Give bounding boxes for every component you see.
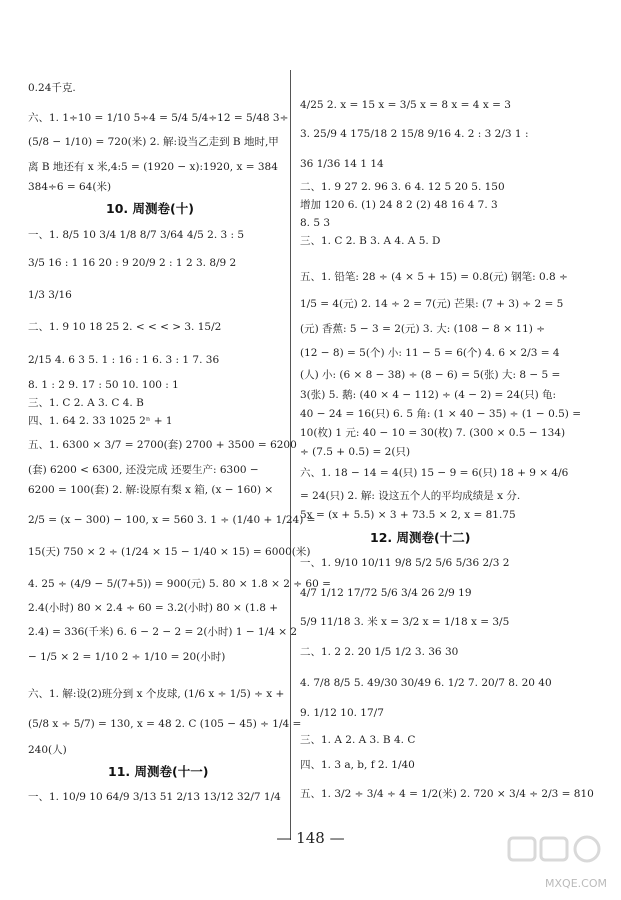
text-line: 五、1. 铅笔: 28 ÷ (4 × 5 + 15) = 0.8(元) 钢笔: 0.8 ÷	[300, 271, 568, 283]
text-line: (元) 香蕉: 5 − 3 = 2(元) 3. 大: (108 − 8 × 11) ÷	[300, 323, 546, 335]
text-line: 2/5 = (x − 300) − 100, x = 560 3. 1 ÷ (1/40 + 1/24) =	[28, 514, 316, 526]
text-line: 二、1. 9 27 2. 96 3. 6 4. 12 5 20 5. 150	[300, 181, 505, 193]
text-line: 4/25 2. x = 15 x = 3/5 x = 8 x = 4 x = 3	[300, 99, 511, 111]
text-line: 6200 = 100(套) 2. 解:设原有梨 x 箱, (x − 160) ×	[28, 484, 274, 496]
text-line: (5/8 − 1/10) = 720(米) 2. 解:设当乙走到 B 地时,甲	[28, 136, 279, 148]
text-line: 增加 120 6. (1) 24 8 2 (2) 48 16 4 7. 3	[300, 199, 498, 211]
text-line: 四、1. 3 a, b, f 2. 1/40	[300, 759, 415, 771]
text-line: 1/3 3/16	[28, 289, 72, 301]
text-line: (12 − 8) = 5(个) 小: 11 − 5 = 6(个) 4. 6 × 2/3 = 4	[300, 347, 560, 359]
text-line: 8. 5 3	[300, 217, 331, 229]
text-line: 四、1. 64 2. 33 1025 2ⁿ + 1	[28, 415, 173, 427]
text-line: 4/7 1/12 17/72 5/6 3/4 26 2/9 19	[300, 587, 472, 599]
text-line: 8. 1 : 2 9. 17 : 50 10. 100 : 1	[28, 379, 179, 391]
text-line: (套) 6200 < 6300, 还没完成 还要生产: 6300 −	[28, 464, 259, 476]
watermark-text: MXQE.COM	[545, 877, 607, 890]
text-line: 五、1. 3/2 ÷ 3/4 ÷ 4 = 1/2(米) 2. 720 × 3/4 ÷ 2/3 = 810	[300, 788, 594, 800]
text-line: 15(天) 750 × 2 ÷ (1/24 × 15 − 1/40 × 15) = 6000(米)	[28, 546, 311, 558]
section-title: 11. 周测卷(十一)	[108, 764, 209, 779]
text-line: = 24(只) 2. 解: 设这五个人的平均成绩是 x 分.	[300, 490, 521, 502]
text-line: 10(枚) 1 元: 40 − 10 = 30(枚) 7. (300 × 0.5 − 134)	[300, 427, 566, 439]
text-line: 三、1. A 2. A 3. B 4. C	[300, 734, 416, 746]
text-line: 5x = (x + 5.5) × 3 + 73.5 × 2, x = 81.75	[300, 509, 516, 521]
text-line: 240(人)	[28, 744, 67, 756]
text-line: 五、1. 6300 × 3/7 = 2700(套) 2700 + 3500 = 6200	[28, 439, 297, 451]
text-line: 0.24千克.	[28, 82, 76, 94]
text-line: (人) 小: (6 × 8 − 38) ÷ (8 − 6) = 5(张) 大: 8 − 5 =	[300, 369, 561, 381]
page-number: — 148 —	[276, 829, 345, 847]
section-title: 12. 周测卷(十二)	[370, 530, 471, 545]
text-line: 2/15 4. 6 3 5. 1 : 16 : 1 6. 3 : 1 7. 36	[28, 354, 220, 366]
text-line: 36 1/36 14 1 14	[300, 158, 384, 170]
text-line: 二、1. 2 2. 20 1/5 1/2 3. 36 30	[300, 646, 459, 658]
text-line: 5/9 11/18 3. 米 x = 3/2 x = 1/18 x = 3/5	[300, 616, 510, 628]
text-line: (5/8 x ÷ 5/7) = 130, x = 48 2. C (105 − 45) ÷ 1/4 =	[28, 718, 302, 730]
text-line: 六、1. 18 − 14 = 4(只) 15 − 9 = 6(只) 18 + 9 × 4/6	[300, 467, 569, 479]
section-title: 10. 周测卷(十)	[106, 201, 194, 216]
text-line: 一、1. 8/5 10 3/4 1/8 8/7 3/64 4/5 2. 3 : 5	[28, 229, 245, 241]
text-line: 3. 25/9 4 175/18 2 15/8 9/16 4. 2 : 3 2/3 1 :	[300, 128, 529, 140]
text-line: 1/5 = 4(元) 2. 14 ÷ 2 = 7(元) 芒果: (7 + 3) ÷ 2 = 5	[300, 298, 564, 310]
text-line: 三、1. C 2. A 3. C 4. B	[28, 397, 144, 409]
text-line: 六、1. 1÷10 = 1/10 5÷4 = 5/4 5/4÷12 = 5/48 3÷	[28, 112, 289, 124]
text-line: 二、1. 9 10 18 25 2. < < < > 3. 15/2	[28, 321, 222, 333]
text-line: 4. 7/8 8/5 5. 49/30 30/49 6. 1/2 7. 20/7 8. 20 40	[300, 677, 552, 689]
text-line: 离 B 地还有 x 米,4:5 = (1920 − x):1920, x = 384	[28, 161, 278, 173]
text-line: 40 − 24 = 16(只) 6. 5 角: (1 × 40 − 35) ÷ (1 − 0.5) =	[300, 408, 582, 420]
text-line: 3/5 16 : 1 16 20 : 9 20/9 2 : 1 2 3. 8/9 2	[28, 257, 237, 269]
text-line: 2.4) = 336(千米) 6. 6 − 2 − 2 = 2(小时) 1 − 1/4 × 2	[28, 626, 298, 638]
text-line: 三、1. C 2. B 3. A 4. A 5. D	[300, 235, 441, 247]
text-line: 3(张) 5. 鹅: (40 × 4 − 112) ÷ (4 − 2) = 24(只) 龟:	[300, 389, 557, 401]
text-line: ÷ (7.5 + 0.5) = 2(只)	[300, 446, 411, 458]
text-line: 一、1. 10/9 10 64/9 3/13 51 2/13 13/12 32/7 1/4	[28, 791, 281, 803]
text-line: 4. 25 ÷ (4/9 − 5/(7+5)) = 900(元) 5. 80 × 1.8 × 2 ÷ 60 =	[28, 578, 331, 590]
text-line: 2.4(小时) 80 × 2.4 ÷ 60 = 3.2(小时) 80 × (1.8 +	[28, 602, 279, 614]
text-line: 9. 1/12 10. 17/7	[300, 707, 384, 719]
text-line: 384÷6 = 64(米)	[28, 181, 112, 193]
text-line: − 1/5 × 2 = 1/10 2 ÷ 1/10 = 20(小时)	[28, 651, 226, 663]
text-line: 六、1. 解:设(2)班分到 x 个皮球, (1/6 x ÷ 1/5) ÷ x +	[28, 688, 285, 700]
text-line: 一、1. 9/10 10/11 9/8 5/2 5/6 5/36 2/3 2	[300, 557, 510, 569]
